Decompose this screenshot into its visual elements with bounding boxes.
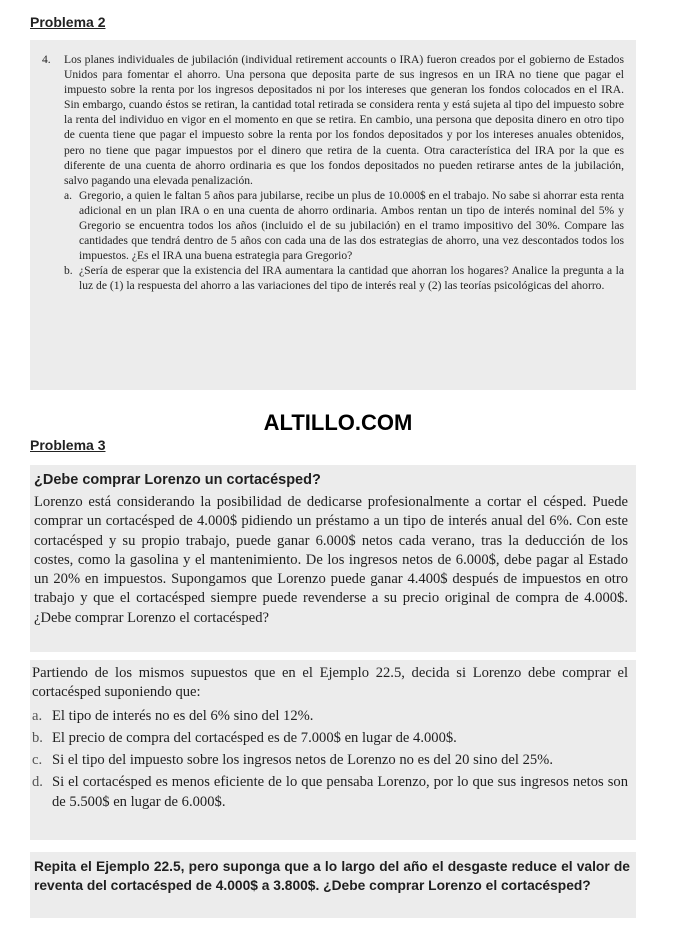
problem2-items [64,188,624,294]
item-text: Si el tipo del impuesto sobre los ingresos netos de Lorenzo no es del 20 sino del 25%. [52,752,553,769]
problem2-body: Los planes individuales de jubilación (individual retirement accounts o IRA) fueron creados por el gobierno de Estados Unidos para fomentar el ahorro. Una persona que deposita parte de sus ingresos en un IRA no tiene que pagar el impuesto sobre la renta por los ingresos depositados ni por los intereses que generan los fondos colocados en el IRA. Sin embargo, cuando éstos se retiran, la cantidad total retirada se considera renta y está sujeta al tipo del impuesto sobre la renta del individuo en vigor en el momento en que se retira. En cambio, una persona que deposita dinero en otro tipo de cuenta tiene que pagar el impuesto sobre la renta por los fondos depositados y por los intereses anuales obtenidos, pero no tiene que pagar impuestos por el dinero que retira de la cuenta. Otra característica del IRA por la que es diferente de una cuenta de ahorro ordinaria es que los fondos depositados no pueden retirarse antes de la jubilación, salvo pagando una elevada penalización. [64,53,624,187]
list-item [32,751,628,770]
box2-intro: Partiendo de los mismos supuestos que en el Ejemplo 22.5, decida si Lorenzo debe comprar el cortacésped suponiendo que: [32,665,628,701]
item-text: ¿Sería de esperar que la existencia del IRA aumentara la cantidad que ahorran los hogares? Analice la pregunta a la luz de (1) la respuesta del ahorro a las variaciones del tipo de interés real y (2) las teorías psicológicas del ahorro. [79,264,624,293]
item-text: Si el cortacésped es menos eficiente de lo que pensaba Lorenzo, por lo que sus ingresos netos son de 5.500$ en lugar de 6.000$. [52,774,628,810]
list-item [64,263,624,293]
exercise-number: 4. [42,53,51,66]
item-label: b. [64,264,73,278]
list-item [64,188,624,263]
box3-body: Repita el Ejemplo 22.5, pero suponga que a lo largo del año el desgaste reduce el valor de reventa del cortacésped de 4.000$ a 3.800$. ¿Debe comprar Lorenzo el cortacésped? [34,859,630,893]
problem3-box2 [30,660,636,840]
item-text: El tipo de interés no es del 6% sino del 12%. [52,707,314,724]
problem2-heading: Problema 2 [30,14,106,30]
item-label: a. [32,707,43,724]
problem3-heading: Problema 3 [30,437,106,453]
problem3-box3 [30,852,636,918]
box1-title: ¿Debe comprar Lorenzo un cortacésped? [34,472,321,488]
item-label: b. [32,729,43,746]
item-text: Gregorio, a quien le faltan 5 años para jubilarse, recibe un plus de 10.000$ en el trabajo. No sabe si ahorrar esta renta adicional en un plan IRA o en una cuenta de ahorro ordinaria. Ambos rentan un tipo de interés nominal del 5% y Gregorio se encuentra todos los años (incluido el de su jubilación) en el tramo impositivo del 30%. Compare las cantidades que tendrá dentro de 5 años con cada una de las dos estrategias de ahorro, una vez descontados todos los impuestos. ¿Es el IRA una buena estrategia para Gregorio? [79,188,624,263]
site-watermark: ALTILLO.COM [263,410,413,435]
list-item [32,773,628,812]
box2-items [32,707,628,812]
item-text: El precio de compra del cortacésped es de 7.000$ en lugar de 4.000$. [52,729,457,746]
list-item [32,707,628,726]
item-label: c. [32,752,43,769]
item-label: d. [32,774,43,791]
box1-body: Lorenzo está considerando la posibilidad de dedicarse profesionalmente a cortar el césped. Puede comprar un cortacésped de 4.000$ pidiendo un préstamo a un tipo de interés anual del 6%. Con este cortacésped y su propio trabajo, puede ganar 6.000$ netos cada verano, tras la deducción de los costes, como la gasolina y el mantenimiento. De los ingresos netos de 6.000$, debe pagar al Estado un 20% en impuestos. Supongamos que Lorenzo puede ganar 4.400$ después de impuestos en otro trabajo y que el cortacésped siempre puede revenderse a su precio original de compra de 4.000$. ¿Debe comprar Lorenzo el cortacésped? [34,494,628,626]
problem2-scan [30,40,636,390]
problem3-box1 [30,465,636,652]
list-item [32,729,628,748]
item-label: a. [64,188,73,202]
